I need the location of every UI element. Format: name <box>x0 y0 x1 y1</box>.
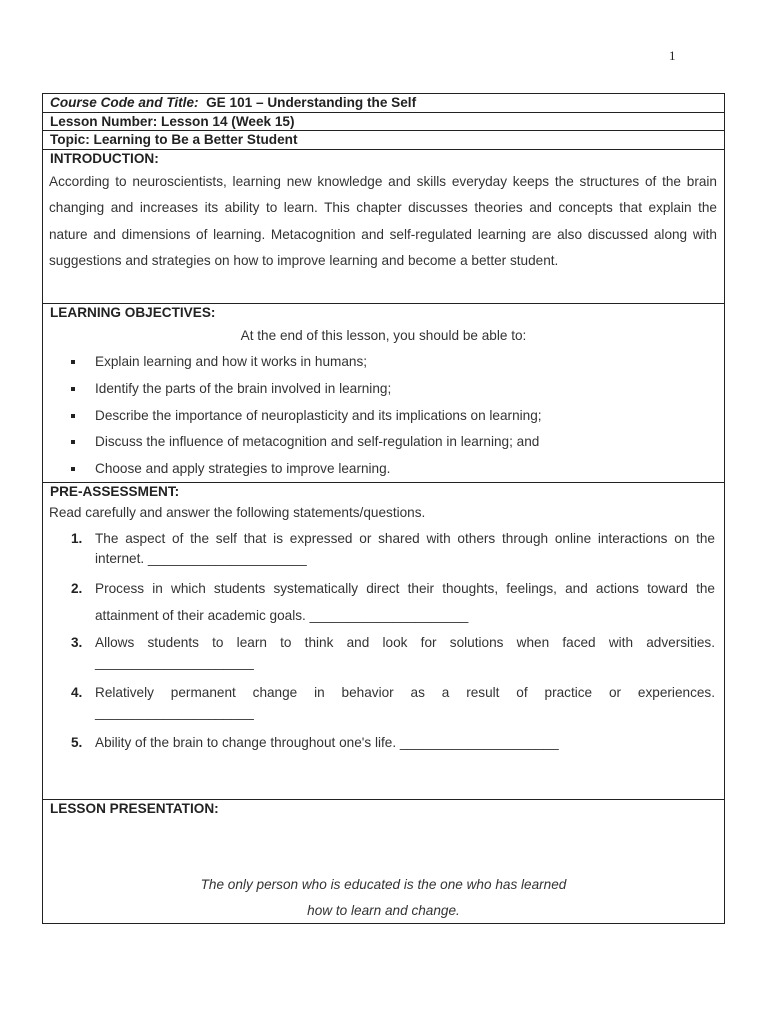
bullet-icon <box>71 360 75 364</box>
question-item <box>43 576 724 630</box>
bullet-icon <box>71 440 75 444</box>
objective-text: Identify the parts of the brain involved in learning; <box>95 380 392 396</box>
question-number: 1. <box>71 531 83 546</box>
topic: Topic: Learning to Be a Better Student <box>50 132 298 147</box>
objective-text: Discuss the influence of metacognition and self-regulation in learning; and <box>95 434 540 450</box>
objective-text: Explain learning and how it works in humans; <box>95 354 368 369</box>
pre-assessment-section <box>43 483 724 800</box>
question-text: Process in which students systematically direct their thoughts, feelings, and actions toward the attainment of their academic goals. _____________________ <box>95 581 715 623</box>
introduction-section <box>43 150 724 304</box>
list-item <box>43 349 724 376</box>
pre-assessment-lead: Read carefully and answer the following statements/questions. <box>49 504 426 520</box>
bullet-icon <box>71 414 75 418</box>
question-item <box>43 526 724 576</box>
list-item <box>43 376 724 403</box>
quote-line-1: The only person who is educated is the one who has learned <box>200 876 567 892</box>
objectives-lead: At the end of this lesson, you should be able to: <box>240 327 527 343</box>
lesson-presentation-title: LESSON PRESENTATION: <box>50 800 219 816</box>
bullet-icon <box>71 387 75 391</box>
question-item <box>43 630 724 680</box>
objective-text: Choose and apply strategies to improve learning. <box>95 461 391 477</box>
pre-assessment-title: PRE-ASSESSMENT: <box>50 483 180 499</box>
introduction-text: According to neuroscientists, learning new knowledge and skills everyday keeps the structures of the brain changing and increases its ability to learn. This chapter discusses theories and concepts that explain the nature and dimensions of learning. Metacognition and self-regulated learning are also discussed along with suggestions and strategies on how to improve learning and become a better student. <box>49 173 717 268</box>
lesson-number: Lesson Number: Lesson 14 (Week 15) <box>50 113 295 129</box>
quote-line-2: how to learn and change. <box>307 903 460 918</box>
page-number: 1 <box>669 48 676 63</box>
question-number: 4. <box>71 684 83 700</box>
question-text: Allows students to learn to think and look for solutions when faced with adversities. _____________________ <box>95 634 715 670</box>
topic-row <box>43 131 724 150</box>
question-text: Relatively permanent change in behavior as a result of practice or experiences. _____________________ <box>95 684 715 720</box>
course-row <box>43 94 724 113</box>
list-item <box>43 403 724 430</box>
lesson-presentation-section <box>43 800 724 923</box>
question-text: Ability of the brain to change throughout one's life. _____________________ <box>95 734 559 750</box>
question-number: 2. <box>71 581 83 596</box>
question-number: 3. <box>71 634 83 650</box>
list-item <box>43 429 724 456</box>
objective-text: Describe the importance of neuroplasticity and its implications on learning; <box>95 407 542 423</box>
objectives-section <box>43 304 724 483</box>
course-value: GE 101 – Understanding the Self <box>206 95 417 110</box>
quote <box>43 872 724 923</box>
question-item <box>43 680 724 730</box>
question-text: The aspect of the self that is expressed or shared with others through online interactions on the internet. _____________________ <box>95 531 715 566</box>
question-number: 5. <box>71 734 83 750</box>
bullet-icon <box>71 467 75 471</box>
objectives-title: LEARNING OBJECTIVES: <box>50 304 216 320</box>
objectives-list <box>43 349 724 483</box>
question-item <box>43 730 724 760</box>
introduction-title: INTRODUCTION: <box>50 150 159 166</box>
list-item <box>43 456 724 482</box>
question-list <box>43 526 724 760</box>
lesson-row <box>43 113 724 132</box>
course-label: Course Code and Title: <box>50 95 199 110</box>
lesson-table <box>42 93 725 924</box>
